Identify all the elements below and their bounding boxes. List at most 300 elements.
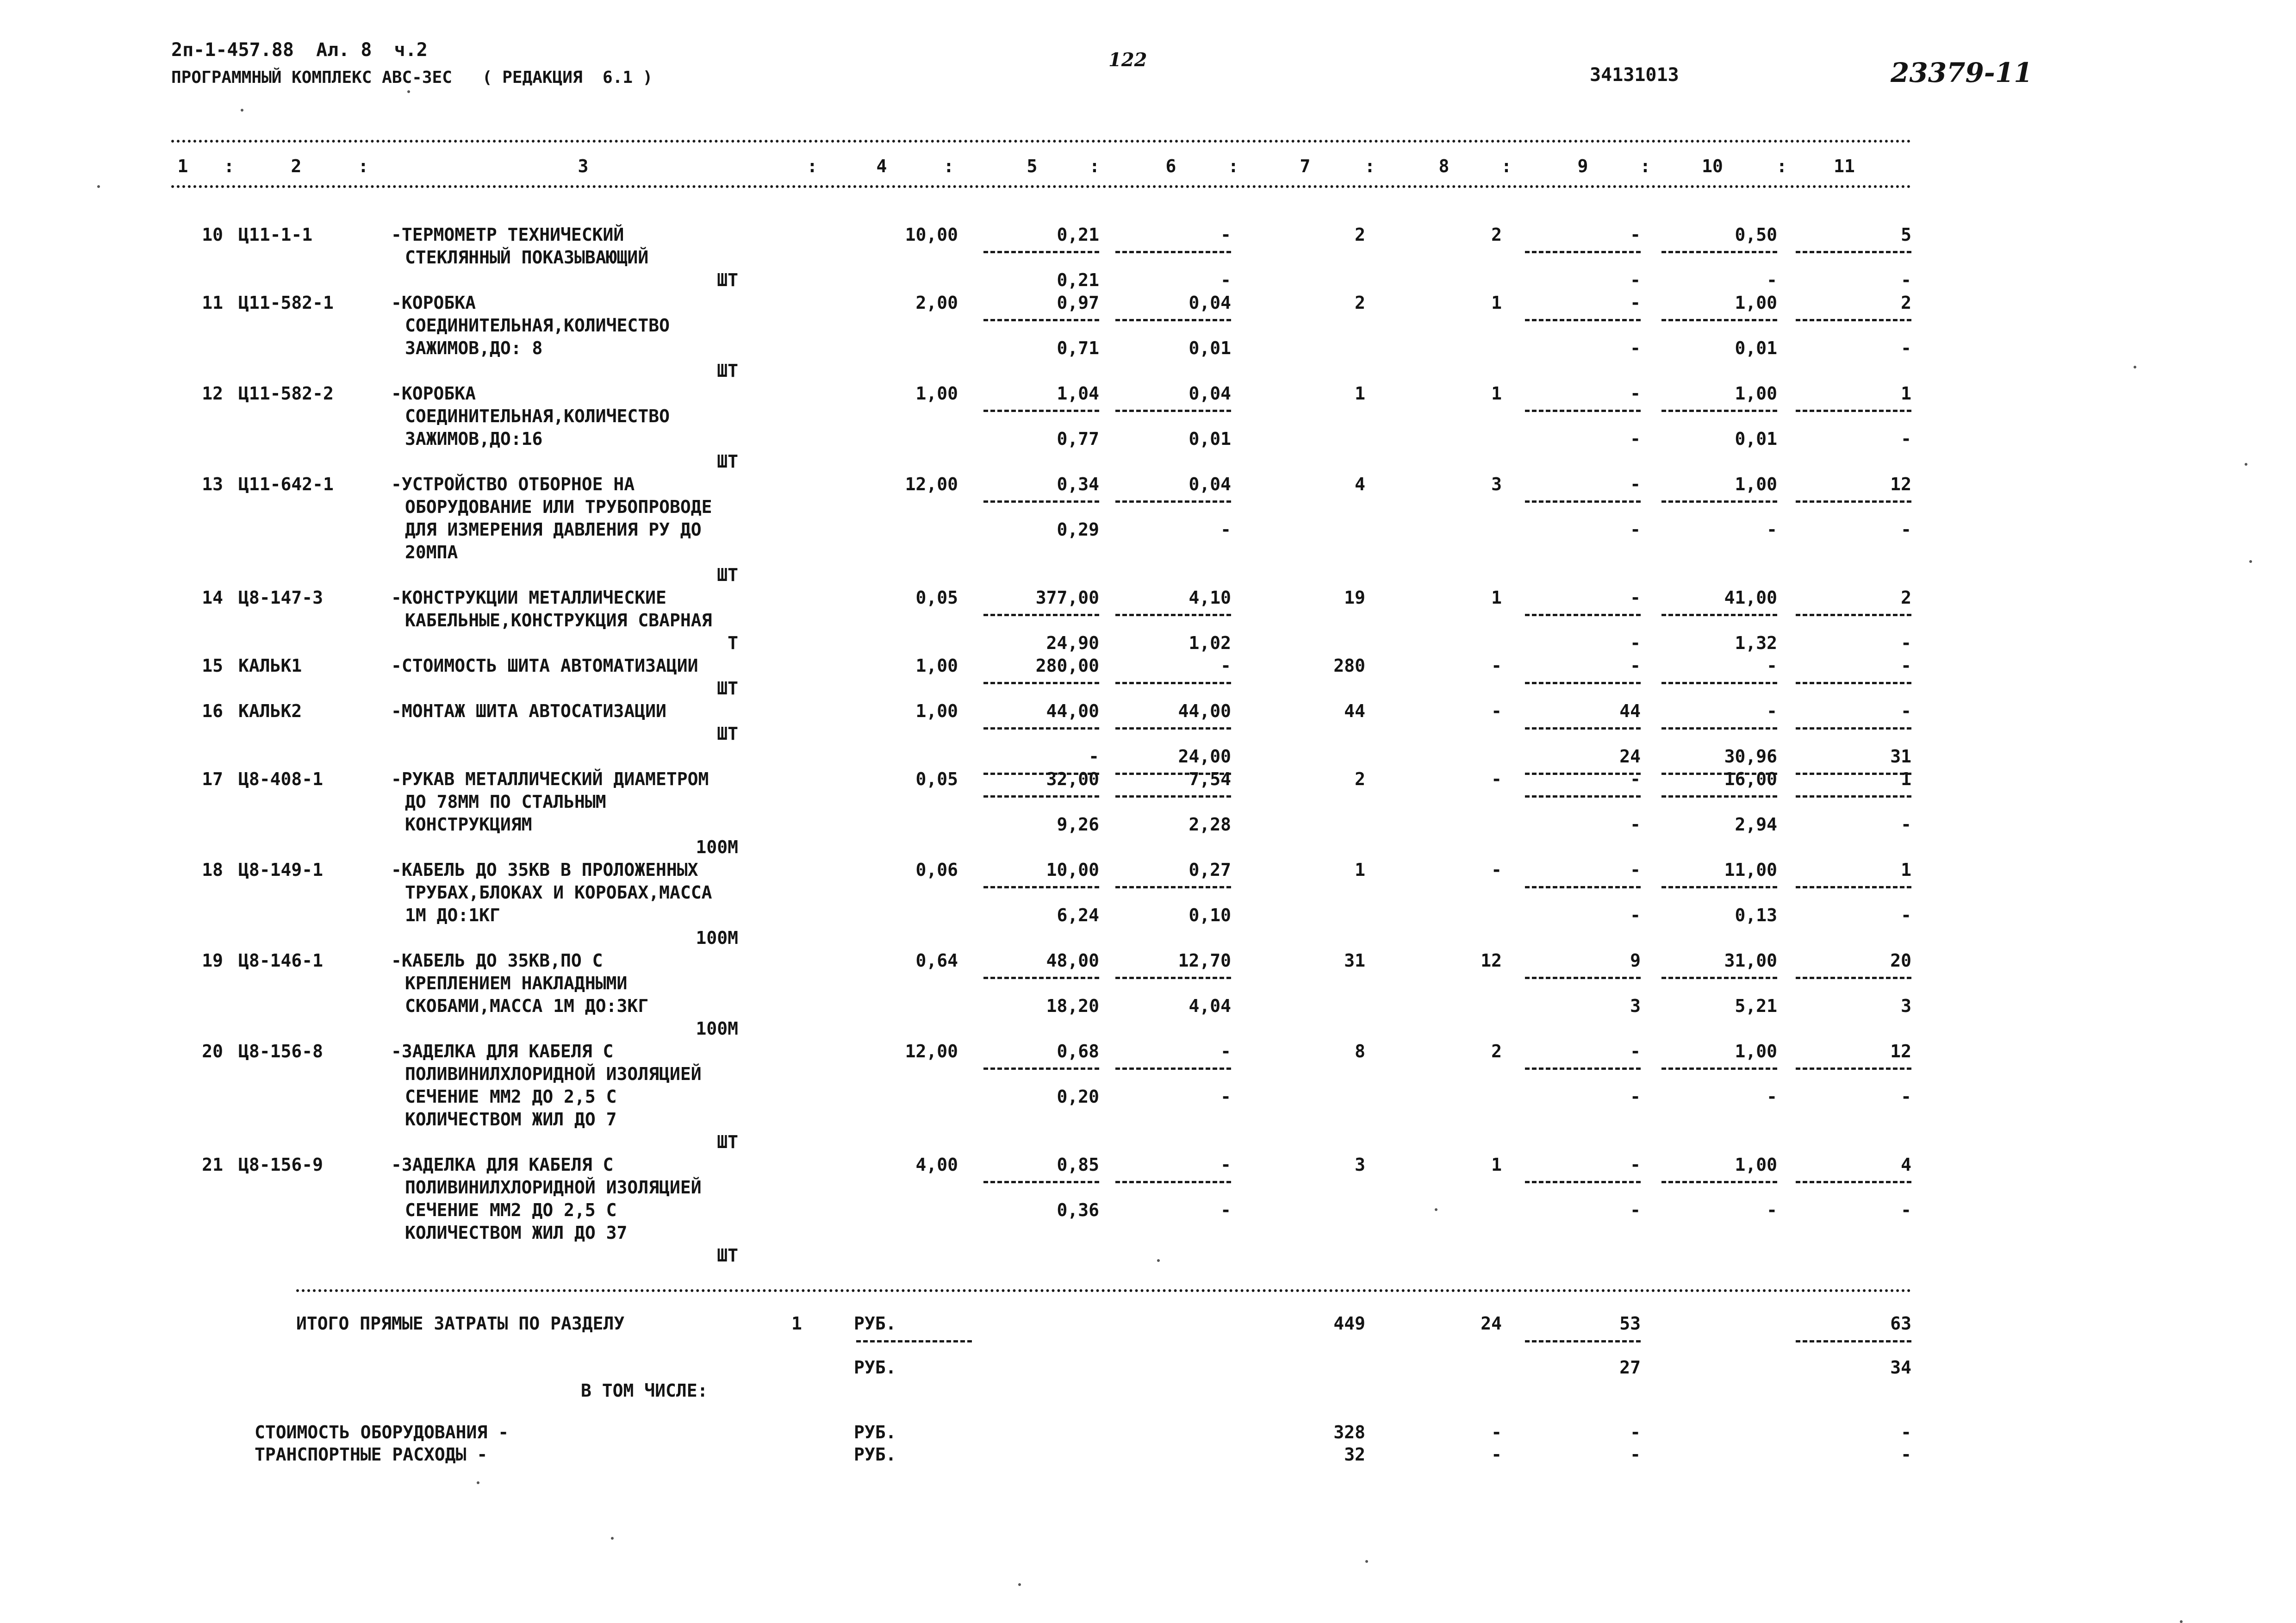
cell-c6: 0,04 (1188, 293, 1231, 313)
cell-separator (1796, 410, 1911, 412)
scan-speck (241, 109, 243, 112)
cell-c11: - (1901, 814, 1911, 835)
cell-separator (1796, 614, 1911, 616)
cell-c9: - (1630, 383, 1641, 404)
row-description: ДЛЯ ИЗМЕРЕНИЯ ДАВЛЕНИЯ РУ ДО (405, 519, 702, 540)
cell-separator (983, 795, 1099, 798)
row-unit: ШТ (717, 565, 738, 585)
cell-c10: 30,96 (1724, 746, 1777, 767)
scan-speck (2134, 366, 2136, 368)
row-description: КРЕПЛЕНИЕМ НАКЛАДНЫМИ (405, 973, 628, 993)
cell-c11: - (1901, 338, 1911, 358)
row-description: СЕЧЕНИЕ ММ2 ДО 2,5 С (405, 1086, 617, 1107)
cell-c9: - (1630, 293, 1641, 313)
scan-speck (1157, 1259, 1160, 1262)
cell-separator (1796, 682, 1911, 684)
cell-c5: 0,21 (1057, 270, 1099, 290)
cell-c5: 0,20 (1057, 1086, 1099, 1107)
transport-c8: - (1491, 1444, 1502, 1465)
totals-c9: 53 (1619, 1313, 1641, 1334)
cell-c5: 0,68 (1057, 1041, 1099, 1061)
row-code: Ц8-408-1 (238, 769, 324, 789)
row-description: ЗАЖИМОВ,ДО: 8 (405, 338, 543, 358)
cell-c11: 5 (1901, 225, 1911, 245)
row-number: 10 (202, 225, 223, 245)
cell-c11: 31 (1890, 746, 1911, 767)
cell-qty: 12,00 (905, 1041, 958, 1061)
cell-qty: 12,00 (905, 474, 958, 494)
cell-c9: 24 (1619, 746, 1641, 767)
cell-c9: - (1630, 655, 1641, 676)
column-header: 9 (1577, 156, 1588, 176)
cell-separator (983, 614, 1099, 616)
cell-c5: 0,85 (1057, 1155, 1099, 1175)
row-unit: 100М (696, 1018, 738, 1039)
row-code: Ц11-582-2 (238, 383, 334, 404)
cell-c5: 0,36 (1057, 1200, 1099, 1220)
cell-separator (1525, 977, 1641, 979)
row-unit: ШТ (717, 270, 738, 290)
cell-separator (1115, 886, 1231, 888)
row-code: Ц11-642-1 (238, 474, 334, 494)
row-description: -РУКАВ МЕТАЛЛИЧЕСКИЙ ДИАМЕТРОМ (391, 769, 709, 789)
cell-separator (1796, 977, 1911, 979)
cell-c6: - (1220, 225, 1231, 245)
cell-qty: 0,05 (915, 587, 958, 608)
totals-c9: 27 (1619, 1357, 1641, 1378)
transport-c9: - (1630, 1444, 1641, 1465)
handwritten-number: 23379-11 (1891, 57, 2033, 88)
equipment-c7: 328 (1333, 1422, 1365, 1442)
scan-speck (407, 90, 410, 93)
column-header: 7 (1300, 156, 1311, 176)
cell-c11: 20 (1890, 950, 1911, 971)
cell-separator (1796, 251, 1911, 253)
cell-separator (1661, 682, 1777, 684)
cell-c9: - (1630, 1086, 1641, 1107)
cell-c11: - (1901, 519, 1911, 540)
row-description: -МОНТАЖ ШИТА АВТОСАТИЗАЦИИ (391, 701, 666, 721)
cell-qty: 2,00 (915, 293, 958, 313)
column-header: 8 (1438, 156, 1450, 176)
column-header: 3 (578, 156, 589, 176)
row-unit: ШТ (717, 361, 738, 381)
row-description: -ЗАДЕЛКА ДЛЯ КАБЕЛЯ С (391, 1155, 614, 1175)
cell-separator (1115, 251, 1231, 253)
cell-c5: 280,00 (1035, 655, 1099, 676)
row-code: Ц8-156-8 (238, 1041, 324, 1061)
column-header: 4 (876, 156, 887, 176)
cell-c9: - (1630, 1200, 1641, 1220)
cell-c6: 0,04 (1188, 474, 1231, 494)
totals-currency: РУБ. (854, 1357, 896, 1378)
column-header: 5 (1027, 156, 1038, 176)
row-description: -КОРОБКА (391, 293, 476, 313)
cell-c9: - (1630, 474, 1641, 494)
cell-c9: - (1630, 587, 1641, 608)
cell-c6: 4,10 (1188, 587, 1231, 608)
equipment-c8: - (1491, 1422, 1502, 1442)
cell-c8: - (1491, 769, 1502, 789)
cell-separator (983, 886, 1099, 888)
cell-c5: 377,00 (1035, 587, 1099, 608)
cell-c8: 3 (1491, 474, 1502, 494)
cell-separator (983, 977, 1099, 979)
cell-c5: 0,29 (1057, 519, 1099, 540)
row-number: 14 (202, 587, 223, 608)
cell-c11: 1 (1901, 860, 1911, 880)
cell-separator (1115, 977, 1231, 979)
cell-c6: - (1220, 655, 1231, 676)
cell-c7: 3 (1355, 1155, 1365, 1175)
equipment-currency: РУБ. (854, 1422, 896, 1442)
cell-c9: 3 (1630, 996, 1641, 1016)
header-top-rule (171, 140, 1911, 143)
cell-separator (1115, 319, 1231, 321)
row-code: Ц8-147-3 (238, 587, 324, 608)
column-header: 6 (1165, 156, 1176, 176)
page-number: 122 (1108, 49, 1147, 71)
cell-c8: 1 (1491, 293, 1502, 313)
row-code: КАЛЬК1 (238, 655, 302, 676)
row-number: 12 (202, 383, 223, 404)
row-number: 11 (202, 293, 223, 313)
equipment-c11: - (1901, 1422, 1911, 1442)
transport-label: ТРАНСПОРТНЫЕ РАСХОДЫ - (255, 1444, 488, 1465)
transport-c7: 32 (1344, 1444, 1365, 1465)
cell-separator (1525, 410, 1641, 412)
row-description: КОНСТРУКЦИЯМ (405, 814, 532, 835)
transport-c11: - (1901, 1444, 1911, 1465)
cell-c11: - (1901, 270, 1911, 290)
cell-c7: 1 (1355, 383, 1365, 404)
header-bottom-rule (171, 185, 1911, 188)
cell-c8: 1 (1491, 383, 1502, 404)
cell-c6: 0,01 (1188, 338, 1231, 358)
cell-c6: 44,00 (1178, 701, 1231, 721)
cell-c9: - (1630, 225, 1641, 245)
cell-separator (1661, 1181, 1777, 1183)
cell-c6: 0,04 (1188, 383, 1231, 404)
cell-c10: - (1767, 701, 1777, 721)
row-description: ЗАЖИМОВ,ДО:16 (405, 429, 543, 449)
cell-c10: 1,00 (1735, 474, 1777, 494)
cell-separator (1115, 500, 1231, 503)
cell-c9: - (1630, 519, 1641, 540)
row-description: СЕЧЕНИЕ ММ2 ДО 2,5 С (405, 1200, 617, 1220)
cell-c6: - (1220, 1200, 1231, 1220)
cell-c10: 11,00 (1724, 860, 1777, 880)
scan-speck (1365, 1560, 1368, 1563)
totals-c11: 34 (1890, 1357, 1911, 1378)
cell-c9: - (1630, 860, 1641, 880)
cell-c6: 4,04 (1188, 996, 1231, 1016)
cell-c5: 9,26 (1057, 814, 1099, 835)
cell-c7: 8 (1355, 1041, 1365, 1061)
cell-c10: 0,01 (1735, 338, 1777, 358)
cell-separator (1661, 500, 1777, 503)
column-header: : (1364, 156, 1375, 176)
row-description: СКОБАМИ,МАССА 1М ДО:3КГ (405, 996, 649, 1016)
scan-speck (1435, 1208, 1437, 1211)
cell-separator (983, 1067, 1099, 1070)
cell-c11: 4 (1901, 1155, 1911, 1175)
row-number: 15 (202, 655, 223, 676)
cell-c11: 3 (1901, 996, 1911, 1016)
scan-speck (477, 1481, 479, 1484)
cell-c9: - (1630, 1155, 1641, 1175)
cell-c7: 31 (1344, 950, 1365, 971)
cell-c8: - (1491, 701, 1502, 721)
row-description: ДО 78ММ ПО СТАЛЬНЫМ (405, 792, 606, 812)
column-header: : (807, 156, 818, 176)
row-description: -КАБЕЛЬ ДО 35КВ В ПРОЛОЖЕННЫХ (391, 860, 698, 880)
row-description: -СТОИМОСТЬ ШИТА АВТОМАТИЗАЦИИ (391, 655, 698, 676)
cell-c11: - (1901, 1086, 1911, 1107)
row-description: ТРУБАХ,БЛОКАХ И КОРОБАХ,МАССА (405, 882, 712, 903)
row-description: СТЕКЛЯННЫЙ ПОКАЗЫВАЮЩИЙ (405, 247, 649, 268)
cell-separator (1525, 1067, 1641, 1070)
cell-c6: - (1220, 1041, 1231, 1061)
row-description: КОЛИЧЕСТВОМ ЖИЛ ДО 7 (405, 1109, 617, 1130)
cell-c9: - (1630, 769, 1641, 789)
row-description: ОБОРУДОВАНИЕ ИЛИ ТРУБОПРОВОДЕ (405, 497, 712, 517)
cell-separator (1796, 319, 1911, 321)
row-description: -КОРОБКА (391, 383, 476, 404)
cell-c11: 1 (1901, 769, 1911, 789)
row-description: 20МПА (405, 542, 458, 562)
cell-c11: - (1901, 429, 1911, 449)
row-description: -ЗАДЕЛКА ДЛЯ КАБЕЛЯ С (391, 1041, 614, 1061)
cell-qty: 1,00 (915, 701, 958, 721)
cell-separator (983, 1181, 1099, 1183)
cell-c10: - (1767, 519, 1777, 540)
cell-separator (983, 682, 1099, 684)
cell-c6: - (1220, 519, 1231, 540)
cell-separator (1796, 1340, 1911, 1342)
cell-c11: 12 (1890, 474, 1911, 494)
totals-c8: 24 (1481, 1313, 1502, 1334)
cell-separator (1525, 500, 1641, 503)
cell-separator (856, 1340, 972, 1342)
scan-speck (97, 185, 100, 188)
column-header: : (358, 156, 369, 176)
column-header: : (1640, 156, 1651, 176)
cell-c6: 0,27 (1188, 860, 1231, 880)
cell-c8: 1 (1491, 1155, 1502, 1175)
column-header: 2 (291, 156, 302, 176)
row-description: -УСТРОЙСТВО ОТБОРНОЕ НА (391, 474, 635, 494)
row-description: КАБЕЛЬНЫЕ,КОНСТРУКЦИЯ СВАРНАЯ (405, 610, 712, 630)
cell-separator (983, 500, 1099, 503)
equipment-label: СТОИМОСТЬ ОБОРУДОВАНИЯ - (255, 1422, 509, 1442)
cell-separator (1796, 1067, 1911, 1070)
row-unit: Т (728, 633, 738, 653)
cell-qty: 1,00 (915, 655, 958, 676)
cell-separator (1525, 1181, 1641, 1183)
column-header: : (1501, 156, 1512, 176)
cell-separator (1661, 410, 1777, 412)
cell-c5: 0,77 (1057, 429, 1099, 449)
row-unit: 100М (696, 928, 738, 948)
cell-qty: 0,05 (915, 769, 958, 789)
cell-separator (1661, 319, 1777, 321)
cell-qty: 4,00 (915, 1155, 958, 1175)
totals-rule (296, 1289, 1911, 1292)
row-number: 19 (202, 950, 223, 971)
cell-c5: 0,97 (1057, 293, 1099, 313)
cell-c10: 0,13 (1735, 905, 1777, 925)
row-unit: ШТ (717, 451, 738, 472)
cell-c7: 44 (1344, 701, 1365, 721)
cell-c5: 0,34 (1057, 474, 1099, 494)
cell-separator (983, 727, 1099, 730)
cell-c11: - (1901, 905, 1911, 925)
cell-c6: 0,10 (1188, 905, 1231, 925)
cell-c11: - (1901, 633, 1911, 653)
cell-c7: 2 (1355, 225, 1365, 245)
cell-c5: 6,24 (1057, 905, 1099, 925)
cell-separator (1796, 1181, 1911, 1183)
cell-c6: 0,01 (1188, 429, 1231, 449)
row-unit: ШТ (717, 678, 738, 699)
cell-c9: - (1630, 633, 1641, 653)
scan-speck (611, 1537, 614, 1540)
cell-c10: 2,94 (1735, 814, 1777, 835)
cell-separator (983, 410, 1099, 412)
row-number: 20 (202, 1041, 223, 1061)
row-code: Ц8-149-1 (238, 860, 324, 880)
cell-c6: 24,00 (1178, 746, 1231, 767)
cell-separator (1661, 795, 1777, 798)
cell-c8: 2 (1491, 225, 1502, 245)
cell-c9: - (1630, 905, 1641, 925)
cell-separator (1115, 1067, 1231, 1070)
cell-separator (1525, 251, 1641, 253)
totals-c7: 449 (1333, 1313, 1365, 1334)
column-header: : (1228, 156, 1239, 176)
totals-section: 1 (791, 1313, 802, 1334)
cell-separator (1661, 251, 1777, 253)
cell-separator (1115, 410, 1231, 412)
scan-speck (1018, 1583, 1021, 1586)
cell-c10: 0,50 (1735, 225, 1777, 245)
cell-c8: - (1491, 655, 1502, 676)
cell-c6: 1,02 (1188, 633, 1231, 653)
cell-c7: 1 (1355, 860, 1365, 880)
cell-c10: 5,21 (1735, 996, 1777, 1016)
totals-label: ИТОГО ПРЯМЫЕ ЗАТРАТЫ ПО РАЗДЕЛУ (296, 1313, 625, 1334)
cell-c11: - (1901, 701, 1911, 721)
document-code: 34131013 (1590, 64, 1679, 86)
cell-c10: - (1767, 1086, 1777, 1107)
scan-speck (2180, 1620, 2183, 1623)
column-header: : (224, 156, 235, 176)
cell-separator (1525, 1340, 1641, 1342)
transport-currency: РУБ. (854, 1444, 896, 1465)
cell-c9: - (1630, 270, 1641, 290)
row-number: 17 (202, 769, 223, 789)
cell-c8: - (1491, 860, 1502, 880)
cell-c5: 48,00 (1046, 950, 1099, 971)
cell-c11: 1 (1901, 383, 1911, 404)
row-unit: ШТ (717, 1245, 738, 1266)
cell-c11: 2 (1901, 587, 1911, 608)
cell-separator (1661, 886, 1777, 888)
cell-c6: - (1220, 1155, 1231, 1175)
row-description: -ТЕРМОМЕТР ТЕХНИЧЕСКИЙ (391, 225, 624, 245)
row-code: КАЛЬК2 (238, 701, 302, 721)
row-description: СОЕДИНИТЕЛЬНАЯ,КОЛИЧЕСТВО (405, 315, 670, 336)
cell-c8: 12 (1481, 950, 1502, 971)
row-code: Ц11-582-1 (238, 293, 334, 313)
cell-c10: 1,00 (1735, 383, 1777, 404)
cell-c6: 7,54 (1188, 769, 1231, 789)
cell-separator (1796, 500, 1911, 503)
cell-c5: 0,71 (1057, 338, 1099, 358)
row-code: Ц8-156-9 (238, 1155, 324, 1175)
cell-c10: 1,00 (1735, 1041, 1777, 1061)
cell-separator (1796, 795, 1911, 798)
cell-separator (1115, 795, 1231, 798)
row-code: Ц8-146-1 (238, 950, 324, 971)
cell-c10: 1,32 (1735, 633, 1777, 653)
cell-c10: 1,00 (1735, 293, 1777, 313)
scan-speck (2249, 560, 2252, 563)
scan-speck (2245, 463, 2247, 466)
column-header: 1 (177, 156, 188, 176)
cell-qty: 0,06 (915, 860, 958, 880)
cell-c5: - (1089, 746, 1099, 767)
cell-c9: - (1630, 429, 1641, 449)
cell-c7: 2 (1355, 769, 1365, 789)
row-number: 18 (202, 860, 223, 880)
including-label: В ТОМ ЧИСЛЕ: (581, 1380, 708, 1401)
column-header: 10 (1702, 156, 1723, 176)
cell-c7: 280 (1333, 655, 1365, 676)
cell-c7: 4 (1355, 474, 1365, 494)
row-unit: ШТ (717, 724, 738, 744)
cell-c5: 1,04 (1057, 383, 1099, 404)
cell-separator (1525, 682, 1641, 684)
cell-c11: - (1901, 655, 1911, 676)
cell-c11: - (1901, 1200, 1911, 1220)
cell-c6: - (1220, 270, 1231, 290)
cell-c9: - (1630, 814, 1641, 835)
cell-c11: 12 (1890, 1041, 1911, 1061)
cell-c9: - (1630, 1041, 1641, 1061)
row-number: 16 (202, 701, 223, 721)
row-code: Ц11-1-1 (238, 225, 313, 245)
row-description: -КАБЕЛЬ ДО 35КВ,ПО С (391, 950, 603, 971)
cell-separator (1525, 614, 1641, 616)
column-header: 11 (1834, 156, 1855, 176)
cell-separator (1525, 886, 1641, 888)
cell-separator (1796, 727, 1911, 730)
cell-c10: 31,00 (1724, 950, 1777, 971)
column-header: : (943, 156, 954, 176)
cell-separator (1661, 977, 1777, 979)
cell-c6: 2,28 (1188, 814, 1231, 835)
cell-c5: 24,90 (1046, 633, 1099, 653)
row-unit: ШТ (717, 1132, 738, 1152)
row-description: ПОЛИВИНИЛХЛОРИДНОЙ ИЗОЛЯЦИЕЙ (405, 1177, 702, 1198)
cell-c8: 2 (1491, 1041, 1502, 1061)
cell-separator (983, 251, 1099, 253)
cell-c6: 12,70 (1178, 950, 1231, 971)
row-description: 1М ДО:1КГ (405, 905, 500, 925)
equipment-c9: - (1630, 1422, 1641, 1442)
